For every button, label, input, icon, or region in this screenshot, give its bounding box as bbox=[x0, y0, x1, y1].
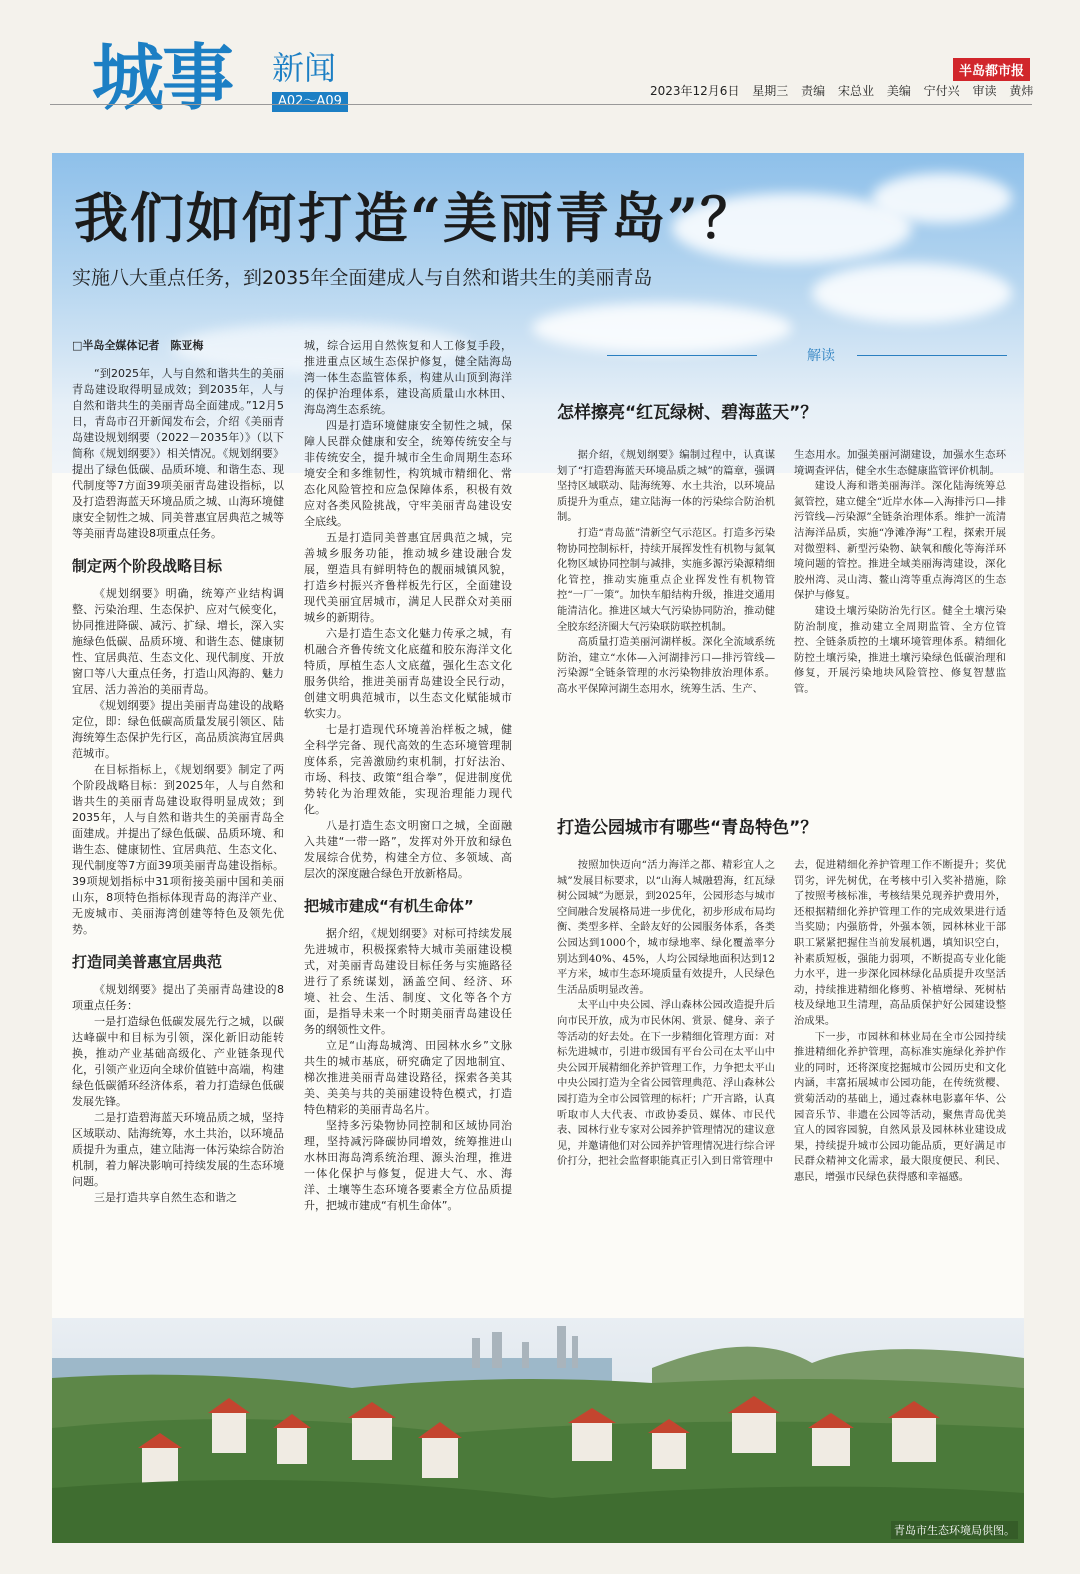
byline: □半岛全媒体记者 陈亚梅 bbox=[72, 339, 204, 352]
paragraph: 生态用水。加强美丽河湖建设，加强水生态环境调查评估，健全水生态健康监管评价机制。 bbox=[794, 449, 1006, 477]
reviewer-label: 审读 bbox=[972, 84, 997, 98]
issue-date: 2023年12月6日 bbox=[650, 84, 740, 98]
section-title: 城事 bbox=[92, 36, 233, 120]
city-panorama-photo bbox=[52, 1318, 1024, 1543]
paragraph: 一是打造绿色低碳发展先行之城，以碳达峰碳中和目标为引领，深化新旧动能转换，推动产业基础高级化、产业链条现代化，引领产业迈向全球价值链中高端，构建绿色低碳循环经济体系，着力打造绿色低碳发展先锋。 bbox=[72, 1015, 284, 1108]
question-2-column-2 bbox=[794, 858, 1006, 1185]
paragraph: 七是打造现代环境善治样板之城，健全科学完备、现代高效的生态环境管理制度体系，完善激励约束机制，打好法治、市场、科技、政策“组合拳”，促进制度优势转化为治理效能，实现治理能力现代化。 bbox=[304, 723, 512, 816]
question-2-column-1 bbox=[557, 858, 775, 1170]
paragraph: 坚持多污染物协同控制和区域协同治理，坚持减污降碳协同增效，统筹推进山水林田海岛湾系统治理、源头治理，推进一体化保护与修复，促进大气、水、海洋、土壤等生态环境各要素全方位品质提升，把城市建成“有机生命体”。 bbox=[304, 1119, 512, 1212]
issue-weekday: 星期三 bbox=[752, 84, 789, 98]
designer-label: 美编 bbox=[886, 84, 911, 98]
paragraph: 去，促进精细化养护管理工作不断提升；奖优罚劣，评先树优，在考核中引入奖补措施，除了按照考核标准，考核结果兑现养护费用外，还根据精细化养护管理工作的完成效果进行适当奖励；内强筋骨，外强本领，园林林业干部职工紧紧把握住当前发展机遇，填知识空白，补素质短板，强能力弱项，不断提高专业化能力水平，进一步深化园林绿化品质提升攻坚活动，持续推进精细化修剪、补植增绿、死树枯枝及绿地卫生清理，高品质保护好公园建设整治成果。 bbox=[794, 859, 1006, 1027]
paragraph: 二是打造碧海蓝天环境品质之城，坚持区域联动、陆海统筹，水土共治，以环境品质提升为重点，建立陆海一体污染综合防治机制，着力解决影响可持续发展的生态环境问题。 bbox=[72, 1111, 284, 1188]
editor-label: 责编 bbox=[801, 84, 826, 98]
paragraph: 建设人海和谐美丽海洋。深化陆海统筹总氮管控，建立健全“近岸水体—入海排污口—排污管线—污染源”全链条治理体系。维护一流清洁海洋品质，实施“净滩净海”工程，探索开展对微塑料、新型污染物、缺氧和酸化等海洋环境问题的管控。推进全域美丽海湾建设，深化胶州湾、灵山湾、鳌山湾等重点海湾区的生态保护与修复。 bbox=[794, 480, 1006, 602]
paragraph: 据介绍，《规划纲要》编制过程中，认真谋划了“打造碧海蓝天环境品质之城”的篇章，强调坚持区域联动、陆海统筹、水土共治，以环境品质提升为重点，建立陆海一体的污染综合防治机制。 bbox=[557, 449, 775, 524]
paragraph: 建设土壤污染防治先行区。健全土壤污染防治制度，推动建立全周期监管、全方位管控、全链条质控的土壤环境管理体系。精细化防控土壤污染，推进土壤污染绿色低碳治理和修复，开展污染地块风险管控、修复智慧监管。 bbox=[794, 604, 1006, 695]
feature-article bbox=[52, 153, 1024, 1543]
question-1-column-2 bbox=[794, 448, 1006, 698]
editor-name: 宋总业 bbox=[837, 84, 874, 98]
paragraph: 下一步，市园林和林业局在全市公园持续推进精细化养护管理，高标准实施绿化养护作业的同时，还将深度挖掘城市公园历史和文化内涵，丰富拓展城市公园功能，在传统赏樱、赏菊活动的基础上，通过森林电影嘉年华、公园音乐节、非遗在公园等活动，聚焦青岛优美宜人的园容园貌，自然风景及园林林业建设成果，持续提升城市公园功能品质，更好满足市民群众精神文化需求，最大限度便民、利民、惠民，增强市民绿色获得感和幸福感。 bbox=[794, 1030, 1006, 1183]
paragraph: 立足“山海岛城湾、田园林水乡”文脉共生的城市基底，研究确定了因地制宜、梯次推进美丽青岛建设路径，探索各美其美、美美与共的美丽建设特色模式，打造特色精彩的美丽青岛名片。 bbox=[304, 1039, 512, 1116]
question-1-column-1 bbox=[557, 448, 775, 698]
paragraph: 四是打造环境健康安全韧性之城，保障人民群众健康和安全，统筹传统安全与非传统安全，提升城市全生命周期生态环境安全和多维韧性，构筑城市精细化、常态化风险管控和应急保障体系，积极有效应对各类风险挑战，守牢美丽青岛建设安全底线。 bbox=[304, 419, 512, 528]
issue-meta bbox=[650, 82, 1033, 99]
paragraph: 太平山中央公园、浮山森林公园改造提升后向市民开放，成为市民休闲、赏景、健身、亲子等活动的好去处。在下一步精细化管理方面：对标先进城市，引进市级国有平台公司在太平山中央公园开展精细化养护管理工作，力争把太平山中央公园打造为全省公园管理典范、浮山森林公园打造为全市公园管理的标杆；广开言路，认真听取市人大代表、市政协委员、媒体、市民代表、园林行业专家对公园养护管理情况的建议意见，并邀请他们对公园养护管理情况进行综合评价打分，把社会监督职能真正引入到日常管理中 bbox=[557, 999, 775, 1168]
paragraph: 三是打造共享自然生态和谐之 bbox=[94, 1191, 237, 1204]
paragraph: “到2025年，人与自然和谐共生的美丽青岛建设取得明显成效；到2035年，人与自然和谐共生的美丽青岛全面建成。”12月5日，青岛市召开新闻发布会，介绍《美丽青岛建设规划纲要（2022－2035年）》（以下简称《规划纲要》）相关情况。《规划纲要》提出了绿色低碳、品质环境、和谐生态、现代制度等7方面39项美丽青岛建设指标，以及打造碧海蓝天环境品质之城、山海环境健康安全韧性之城、同美普惠宜居典范之城等等美丽青岛建设8项重点任务。 bbox=[72, 367, 284, 540]
paragraph: 五是打造同美普惠宜居典范之城，完善城乡服务功能，推动城乡建设融合发展，塑造具有鲜明特色的靓丽城镇风貌，打造乡村振兴齐鲁样板先行区，全面建设现代美丽宜居城市，满足人民群众对美丽城乡的新期待。 bbox=[304, 531, 512, 624]
section-heading: 把城市建成“有机生命体” bbox=[304, 897, 474, 915]
article-headline: 我们如何打造“美丽青岛”？ bbox=[74, 186, 757, 250]
paragraph: 在目标指标上，《规划纲要》制定了两个阶段战略目标：到2025年，人与自然和谐共生的美丽青岛建设取得明显成效；到2035年，人与自然和谐共生的美丽青岛全面建成。并提出了绿色低碳、品质环境、和谐生态、健康韧性、宜居典范、生态文化、现代制度等7方面39项美丽青岛建设指标。39项规划指标中31项衔接美丽中国和美丽山东，8项特色指标体现青岛的海洋产业、无废城市、美丽海湾创建等特色及领先优势。 bbox=[72, 763, 284, 936]
city-panorama-illustration bbox=[52, 1318, 1024, 1543]
question-heading-2: 打造公园城市有哪些“青岛特色”？ bbox=[557, 818, 818, 838]
section-heading: 打造同美普惠宜居典范 bbox=[72, 953, 223, 971]
header-rule bbox=[50, 104, 1032, 105]
paragraph: 《规划纲要》提出了美丽青岛建设的8项重点任务： bbox=[72, 983, 284, 1012]
article-column-1 bbox=[72, 338, 284, 1206]
section-heading: 制定两个阶段战略目标 bbox=[72, 557, 223, 575]
paragraph: 城，综合运用自然恢复和人工修复手段，推进重点区域生态保护修复，健全陆海岛湾一体生态监管体系，构建从山顶到海洋的保护治理体系，建设高质量山水林田、海岛湾生态系统。 bbox=[304, 339, 512, 416]
paragraph: 打造“青岛蓝”清新空气示范区。打造多污染物协同控制标杆，持续开展挥发性有机物与氮氧化物区域协同控制与减排，实施多源污染源精细化管控，推动实施重点企业挥发性有机物管控“一厂一策”。加快车船结构升级，推进交通用能清洁化。推进区域大气污染协同防治，推动健全胶东经济圈大气污染联防联控机制。 bbox=[557, 526, 775, 633]
reviewer-name: 黄炜 bbox=[1009, 84, 1034, 98]
paragraph: 《规划纲要》提出美丽青岛建设的战略定位，即：绿色低碳高质量发展引领区、陆海统筹生态保护先行区，高品质滨海宜居典范城市。 bbox=[72, 699, 284, 760]
question-heading-1: 怎样擦亮“红瓦绿树、碧海蓝天”？ bbox=[557, 403, 818, 423]
page-range-badge: A02～A09 bbox=[272, 92, 348, 112]
page-header bbox=[0, 0, 1080, 130]
analysis-label: 解读 bbox=[807, 348, 835, 364]
paragraph: 《规划纲要》明确，统筹产业结构调整、污染治理、生态保护、应对气候变化，协同推进降碳、减污、扩绿、增长，深入实施绿色低碳、品质环境、和谐生态、健康韧性、宜居典范、生态文化、现代制度、开放窗口等八大重点任务，打造山风海韵、魅力宜居、活力善治的美丽青岛。 bbox=[72, 587, 284, 696]
paragraph: 按照加快迈向“活力海洋之都、精彩宜人之城”发展目标要求，以“山海人城融碧海，红瓦绿树公园城”为愿景，到2025年，公园形态与城市空间融合发展格局进一步优化，初步形成布局均衡、类型多样、全龄友好的公园服务体系，各类公园达到1000个，城市绿地率、绿化覆盖率分别达到40%、45%，人均公园绿地面积达到12平方米，城市生态环境质量有效提升，人民绿色生活品质明显改善。 bbox=[557, 859, 775, 996]
section-subtitle: 新闻 bbox=[272, 49, 337, 87]
newspaper-logo: 半岛都市报 bbox=[953, 58, 1030, 81]
paragraph: 高质量打造美丽河湖样板。深化全流域系统防治，建立“水体—入河湖排污口—排污管线—污染源”全链条管理的水污染物排放治理体系。高水平保障河湖生态用水，统筹生活、生产、 bbox=[557, 636, 775, 695]
paragraph: 八是打造生态文明窗口之城，全面融入共建“一带一路”，发挥对外开放和绿色发展综合优势，构建全方位、多领域、高层次的深度融合绿色开放新格局。 bbox=[304, 819, 512, 880]
article-subtitle: 实施八大重点任务，到2035年全面建成人与自然和谐共生的美丽青岛 bbox=[72, 267, 653, 289]
article-column-2 bbox=[304, 338, 512, 1214]
photo-caption: 青岛市生态环境局供图。 bbox=[891, 1521, 1018, 1539]
paragraph: 六是打造生态文化魅力传承之城，有机融合齐鲁传统文化底蕴和胶东海洋文化特质，厚植生态人文底蕴，强化生态文化服务供给，推进美丽青岛建设全民行动，创建文明典范城市，以生态文化赋能城市软实力。 bbox=[304, 627, 512, 720]
analysis-divider bbox=[607, 345, 1024, 365]
designer-name: 宁付兴 bbox=[923, 84, 960, 98]
paragraph: 据介绍，《规划纲要》对标可持续发展先进城市，积极探索特大城市美丽建设模式，对美丽青岛建设目标任务与实施路径进行了系统谋划，涵盖空间、经济、环境、社会、生活、制度、文化等各个方面，是指导未来一个时期美丽青岛建设任务的纲领性文件。 bbox=[304, 927, 512, 1036]
